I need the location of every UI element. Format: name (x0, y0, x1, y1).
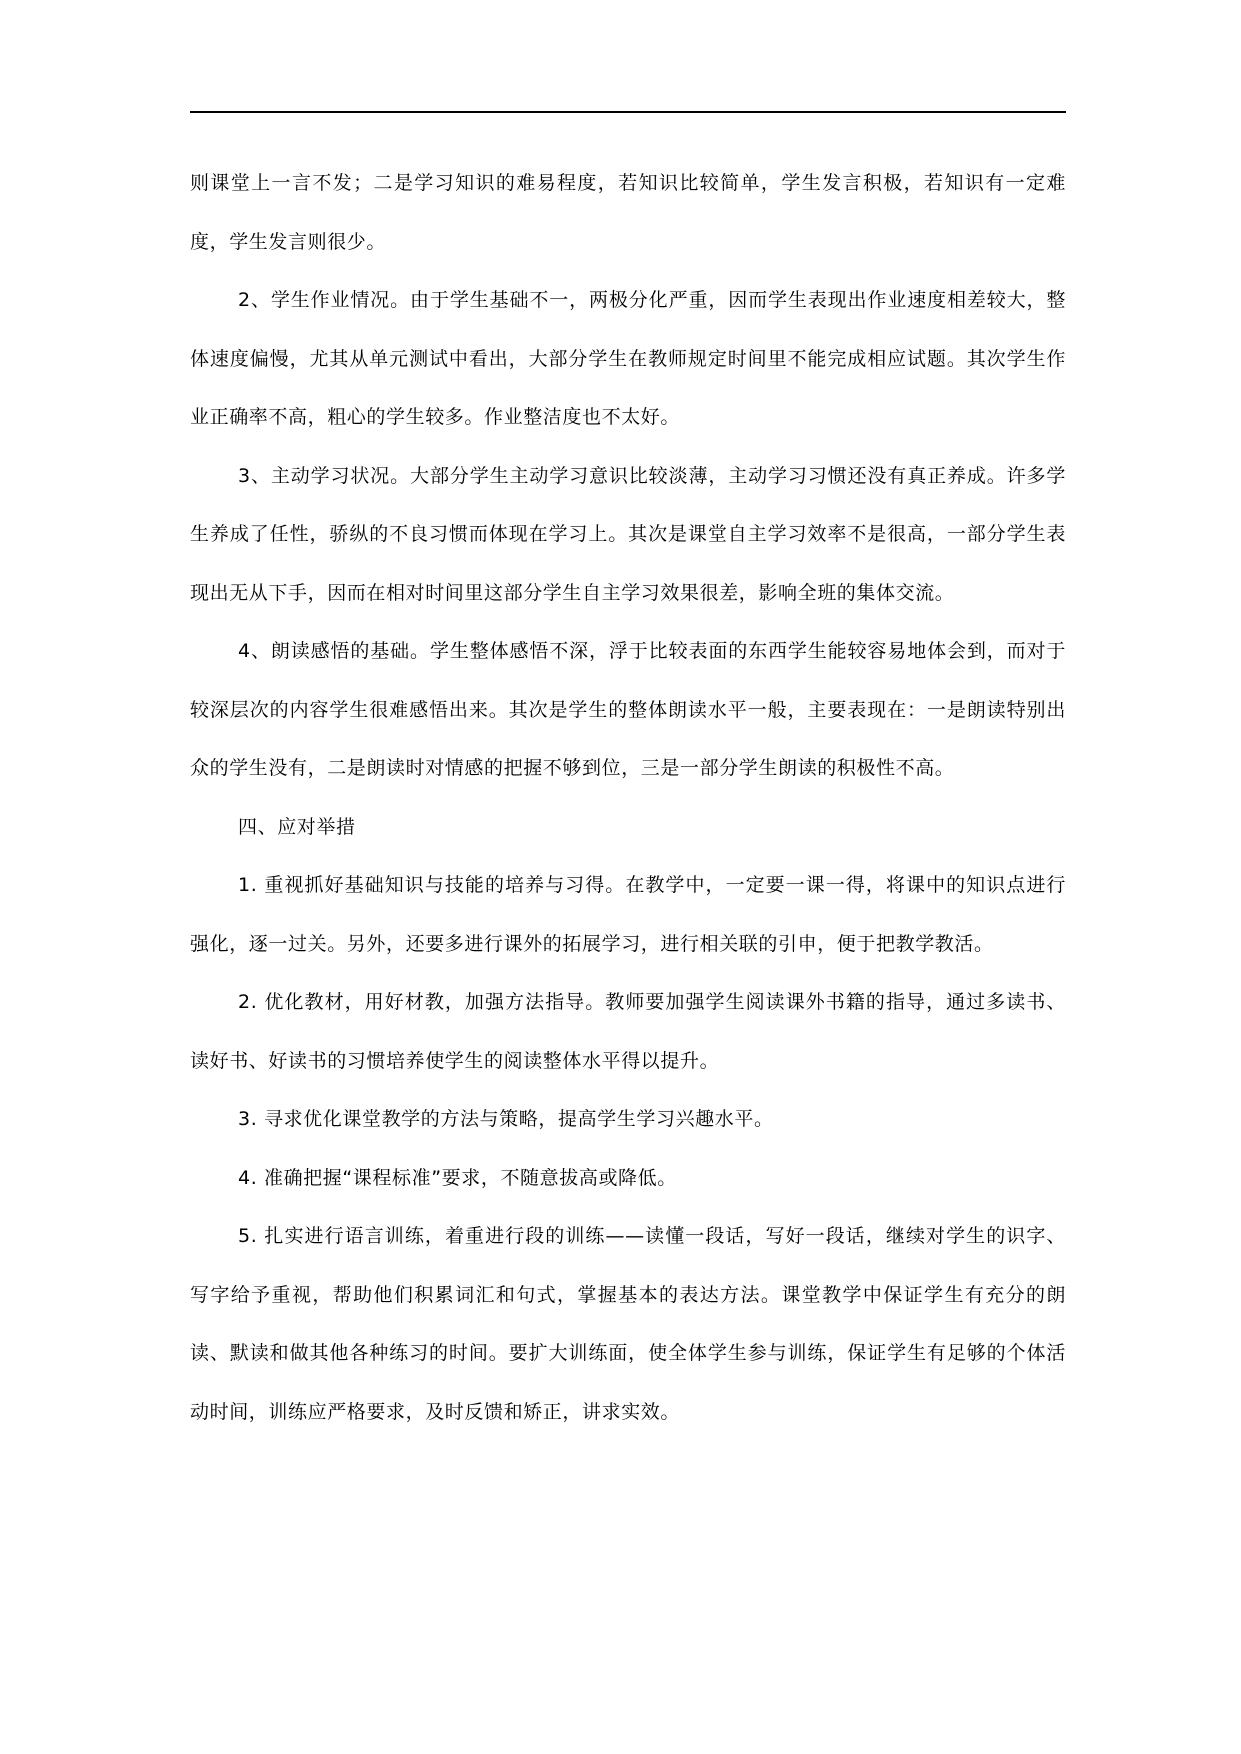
paragraph-measure-3: 3. 寻求优化课堂教学的方法与策略，提高学生学习兴趣水平。 (238, 1108, 774, 1130)
document-body (190, 154, 1066, 1441)
paragraph-active-learning: 3、主动学习状况。大部分学生主动学习意识比较淡薄，主动学习习惯还没有真正养成。许多学生养成了任性，骄纵的不良习惯而体现在学习上。其次是课堂自主学习效率不是很高，一部分学生表现出无从下手，因而在相对时间里这部分学生自主学习效果很差，影响全班的集体交流。 (190, 464, 1066, 604)
section-heading-measures: 四、应对举措 (238, 815, 356, 838)
paragraph-measure-4: 4. 准确把握“课程标准”要求，不随意拔高或降低。 (238, 1166, 677, 1189)
paragraph-measure-5: 5. 扎实进行语言训练，着重进行段的训练——读懂一段话，写好一段话，继续对学生的识字、写字给予重视，帮助他们积累词汇和句式，掌握基本的表达方法。课堂教学中保证学生有充分的朗读、默读和做其他各种练习的时间。要扩大训练面，使全体学生参与训练，保证学生有足够的个体活动时间，训练应严格要求，及时反馈和矫正，讲求实效。 (190, 1225, 1066, 1423)
paragraph-homework-situation: 2、学生作业情况。由于学生基础不一，两极分化严重，因而学生表现出作业速度相差较大，整体速度偏慢，尤其从单元测试中看出，大部分学生在教师规定时间里不能完成相应试题。其次学生作业正确率不高，粗心的学生较多。作业整洁度也不太好。 (190, 289, 1066, 428)
paragraph-measure-1: 1. 重视抓好基础知识与技能的培养与习得。在教学中，一定要一课一得，将课中的知识点进行强化，逐一过关。另外，还要多进行课外的拓展学习，进行相关联的引申，便于把教学教活。 (190, 874, 1066, 955)
paragraph-continuation: 则课堂上一言不发；二是学习知识的难易程度，若知识比较简单，学生发言积极，若知识有一定难度，学生发言则很少。 (190, 172, 1066, 253)
header-rule (190, 111, 1066, 113)
paragraph-measure-2: 2. 优化教材，用好材教，加强方法指导。教师要加强学生阅读课外书籍的指导，通过多读书、读好书、好读书的习惯培养使学生的阅读整体水平得以提升。 (190, 991, 1066, 1072)
paragraph-reading-foundation: 4、朗读感悟的基础。学生整体感悟不深，浮于比较表面的东西学生能较容易地体会到，而对于较深层次的内容学生很难感悟出来。其次是学生的整体朗读水平一般，主要表现在：一是朗读特别出众的学生没有，二是朗读时对情感的把握不够到位，三是一部分学生朗读的积极性不高。 (190, 640, 1066, 779)
